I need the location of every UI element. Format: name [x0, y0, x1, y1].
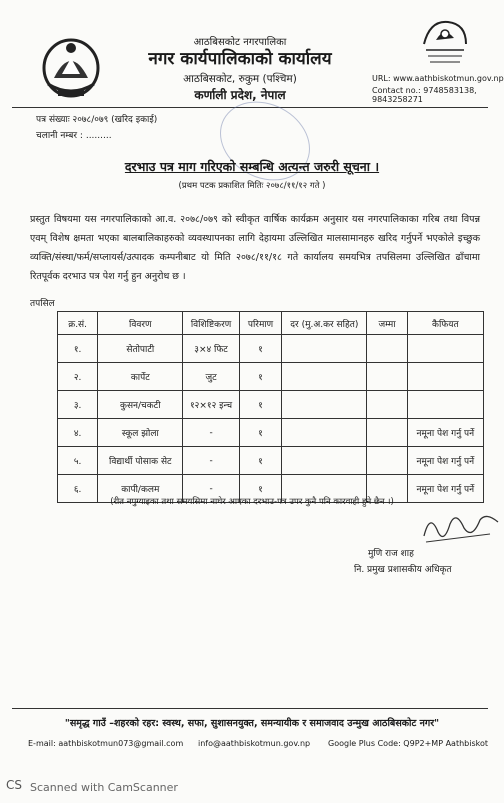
col-header: क्र.सं.: [58, 312, 98, 335]
notice-body: प्रस्तुत विषयमा यस नगरपालिकाको आ.व. २०७८/०७९ को स्वीकृत वार्षिक कार्यक्रम अनुसार यस नगरपालिकाका गरिब तथा विपन्न एवम् विशेष क्षमता भएका बालबालिकाहरुको व्यवस्थापनका लागि देहायमा उल्लिखित मालसामानहरु खरिद गर्नुपर्ने भएकोले इच्छुक व्यक्ति/संस्था/फर्म/सप्लायर्स/उत्पादक कम्पनीबाट यो मिति २०७८/११/१८ गते कार्यालय समयभित्र तपसिलमा उल्लिखित ढाँचामा रितपूर्वक दरभाउ पत्र पेश गर्नु हुन अनुरोध छ ।: [30, 214, 480, 282]
schedule-label: तपसिल: [30, 299, 55, 309]
table-cell: १: [239, 419, 281, 447]
table-cell: [367, 391, 407, 419]
table-row: [58, 391, 484, 419]
table-cell: १: [239, 363, 281, 391]
table-cell: [282, 447, 367, 475]
footer-info-email: info@aathbiskotmun.gov.np: [198, 739, 311, 748]
table-row: [58, 419, 484, 447]
table-cell: १: [239, 391, 281, 419]
camscanner-label: Scanned with CamScanner: [30, 781, 178, 794]
table-row: [58, 335, 484, 363]
table-cell: [367, 447, 407, 475]
table-cell: स्कूल झोला: [98, 419, 183, 447]
table-cell: नमूना पेश गर्नु पर्ने: [407, 419, 483, 447]
table-cell: -: [183, 447, 239, 475]
table-cell: ३.: [58, 391, 98, 419]
table-cell: [407, 391, 483, 419]
table-header-row: [58, 312, 484, 335]
table-cell: ४.: [58, 419, 98, 447]
table-cell: [367, 335, 407, 363]
table-cell: नमूना पेश गर्नु पर्ने: [407, 447, 483, 475]
col-header: विशिष्टिकरण: [183, 312, 239, 335]
signature-scrawl: [420, 506, 504, 546]
table-cell: ३×४ फिट: [183, 335, 239, 363]
table-cell: १२×१२ इन्च: [183, 391, 239, 419]
table-cell: जुट: [183, 363, 239, 391]
table-row: [58, 447, 484, 475]
notice-subtitle: (प्रथम पटक प्रकाशित मितिः २०७८/११/१२ गते ): [178, 181, 326, 191]
col-header: विवरण: [98, 312, 183, 335]
footer-divider: [12, 708, 488, 709]
table-cell: कार्पेट: [98, 363, 183, 391]
table-cell: [282, 391, 367, 419]
col-header: परिमाण: [239, 312, 281, 335]
footer-email: E-mail: aathbiskotmun073@gmail.com: [28, 739, 184, 748]
footer-plus-code: Google Plus Code: Q9P2+MP Aathbiskot: [328, 739, 489, 748]
chalani-number: चलानी नम्बर : .........: [36, 131, 112, 141]
table-cell: १: [239, 475, 281, 503]
signatory-name: मुणि राज शाह: [368, 549, 414, 559]
table-cell: नमूना पेश गर्नु पर्ने: [407, 475, 483, 503]
table-cell: [367, 419, 407, 447]
table-cell: ६.: [58, 475, 98, 503]
table-cell: १.: [58, 335, 98, 363]
table-cell: [367, 363, 407, 391]
contact-numbers: Contact no.: 9748583138, 9843258271: [372, 86, 477, 104]
website-url: URL: www.aathbiskotmun.gov.np: [372, 74, 504, 83]
province-name: कर्णाली प्रदेश, नेपाल: [194, 88, 286, 102]
reference-number: पत्र संख्याः २०७८/०७९ (खरिद इकाई): [36, 115, 158, 125]
col-header: जम्मा: [367, 312, 407, 335]
table-row: [58, 363, 484, 391]
table-cell: [282, 363, 367, 391]
table-cell: [407, 335, 483, 363]
table-cell: -: [183, 475, 239, 503]
col-header: दर (मु.अ.कर सहित): [282, 312, 367, 335]
table-cell: १: [239, 335, 281, 363]
table-cell: कापी/कलम: [98, 475, 183, 503]
table-cell: विद्यार्थी पोसाक सेट: [98, 447, 183, 475]
table-cell: -: [183, 419, 239, 447]
items-table: [57, 311, 484, 503]
municipality-name: आठबिसकोट नगरपालिका: [193, 37, 287, 48]
office-address: आठबिसकोट, रुकुम (पश्चिम): [183, 73, 297, 85]
signatory-role: नि. प्रमुख प्रशासकीय अधिकृत: [354, 565, 452, 575]
office-title: नगर कार्यपालिकाको कार्यालय: [148, 49, 332, 69]
table-cell: सेतोपाटी: [98, 335, 183, 363]
table-cell: [282, 419, 367, 447]
table-cell: [282, 335, 367, 363]
municipality-motto: "समृद्ध गाउँ –शहरको रहर: स्वस्थ, सफा, सुशासनयुक्त, समन्यायीक र समाजवाद उन्मुख आठबिसकोट नगर": [64, 718, 440, 729]
table-cell: २.: [58, 363, 98, 391]
camscanner-badge-icon: CS: [6, 778, 22, 792]
rejection-note: (रीत नपुग्याइका तथा समयसिमा नाघेर आएका दरभाउ-पत्र उपर कुनै पनि कारवाही हुने छैन ।): [110, 497, 394, 507]
table-cell: [407, 363, 483, 391]
table-cell: कुसन/चकटी: [98, 391, 183, 419]
table-cell: १: [239, 447, 281, 475]
notice-title: दरभाउ पत्र माग गरिएको सम्बन्धि अत्यन्त जरुरी सूचना ।: [124, 159, 380, 174]
col-header: कैफियत: [407, 312, 483, 335]
table-cell: ५.: [58, 447, 98, 475]
